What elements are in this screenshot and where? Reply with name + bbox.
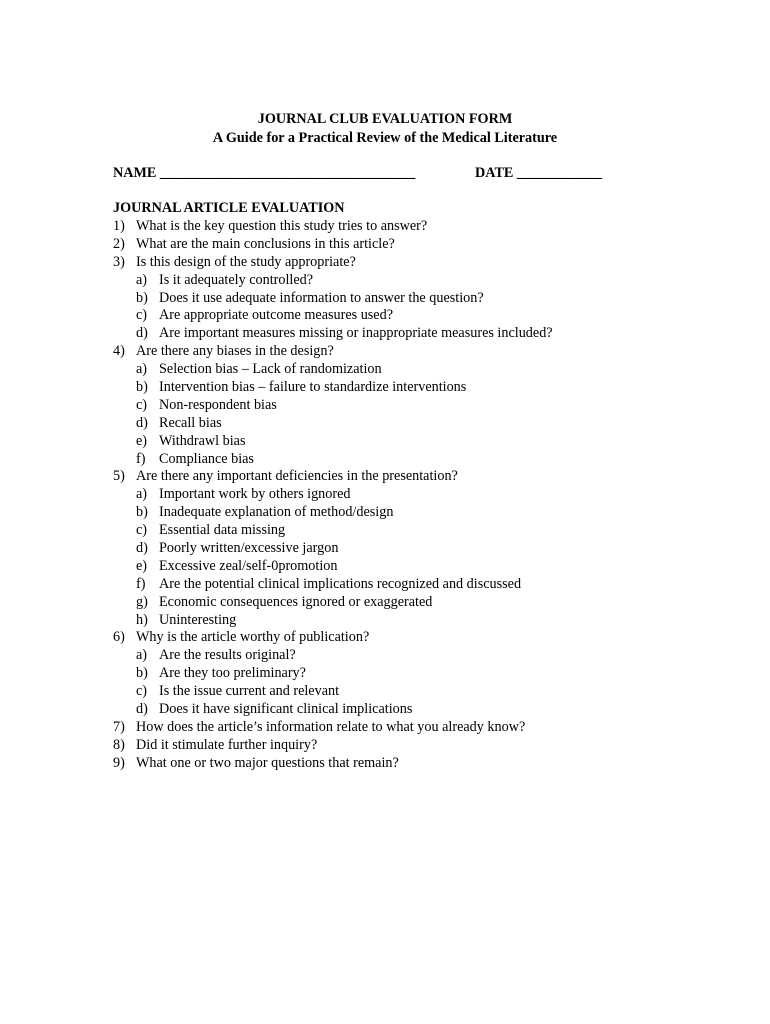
question-number: 1): [113, 218, 125, 234]
date-field: DATE ____________: [475, 165, 603, 181]
question-item: [113, 218, 673, 236]
question-number: 8): [113, 736, 125, 753]
question-row: [113, 254, 673, 272]
sub-question-item: [113, 540, 673, 558]
sub-question-item: [113, 433, 673, 451]
question-item: [113, 254, 673, 343]
question-item: [113, 719, 673, 737]
question-row: [113, 737, 673, 755]
question-number: 5): [113, 468, 125, 485]
sub-question-label: b): [136, 504, 148, 521]
sub-question-list: [113, 361, 673, 468]
question-number: 4): [113, 343, 125, 360]
question-row: [113, 629, 673, 647]
question-row: [113, 343, 673, 361]
sub-question-label: f): [136, 450, 146, 467]
sub-question-text: Excessive zeal/self-0promotion: [159, 557, 338, 574]
sub-question-text: Does it use adequate information to answer the question?: [159, 289, 484, 306]
sub-question-label: c): [136, 396, 148, 413]
sub-question-label: b): [136, 665, 148, 682]
form-title: JOURNAL CLUB EVALUATION FORM: [257, 111, 513, 127]
question-number: 2): [113, 235, 125, 252]
sub-question-text: Intervention bias – failure to standardize interventions: [159, 379, 467, 396]
sub-question-text: Non-respondent bias: [159, 396, 277, 413]
sub-question-text: Inadequate explanation of method/design: [159, 504, 394, 521]
question-text: Are there any biases in the design?: [136, 343, 334, 360]
sub-question-text: Is the issue current and relevant: [159, 683, 340, 700]
sub-question-item: [113, 307, 673, 325]
sub-question-text: Uninteresting: [159, 611, 237, 628]
title-block: [0, 110, 770, 148]
sub-question-label: a): [136, 647, 148, 664]
sub-question-item: [113, 522, 673, 540]
question-text: What are the main conclusions in this article?: [136, 235, 395, 252]
sub-question-item: [113, 594, 673, 612]
sub-question-item: [113, 325, 673, 343]
sub-question-label: c): [136, 683, 148, 700]
question-list: [113, 218, 673, 773]
sub-question-text: Are they too preliminary?: [159, 665, 306, 682]
question-item: [113, 468, 673, 629]
sub-question-item: [113, 379, 673, 397]
section-heading: JOURNAL ARTICLE EVALUATION: [113, 200, 345, 216]
sub-question-list: [113, 486, 673, 629]
sub-question-item: [113, 486, 673, 504]
question-number: 7): [113, 718, 125, 735]
question-row: [113, 755, 673, 773]
question-text: Are there any important deficiencies in the presentation?: [136, 468, 458, 485]
question-text: Is this design of the study appropriate?: [136, 253, 356, 270]
question-text: Why is the article worthy of publication?: [136, 629, 370, 646]
sub-question-list: [113, 272, 673, 344]
sub-question-text: Economic consequences ignored or exaggerated: [159, 593, 433, 610]
sub-question-text: Are appropriate outcome measures used?: [159, 307, 393, 324]
sub-question-text: Withdrawl bias: [159, 432, 246, 449]
sub-question-label: a): [136, 486, 148, 503]
sub-question-label: c): [136, 522, 148, 539]
sub-question-item: [113, 504, 673, 522]
sub-question-item: [113, 612, 673, 630]
sub-question-item: [113, 397, 673, 415]
sub-question-text: Essential data missing: [159, 522, 286, 539]
question-text: Did it stimulate further inquiry?: [136, 736, 318, 753]
sub-question-label: f): [136, 575, 146, 592]
form-subtitle: A Guide for a Practical Review of the Medical Literature: [212, 130, 558, 146]
question-text: How does the article’s information relate to what you already know?: [136, 718, 526, 735]
sub-question-list: [113, 647, 673, 719]
question-number: 6): [113, 629, 125, 646]
sub-question-label: b): [136, 289, 148, 306]
sub-question-label: d): [136, 701, 148, 718]
sub-question-text: Are important measures missing or inappropriate measures included?: [159, 325, 553, 342]
question-item: [113, 755, 673, 773]
sub-question-label: d): [136, 414, 148, 431]
name-field: NAME ____________________________________: [113, 165, 416, 181]
question-text: What one or two major questions that remain?: [136, 754, 399, 771]
question-row: [113, 236, 673, 254]
sub-question-label: b): [136, 379, 148, 396]
sub-question-label: h): [136, 611, 148, 628]
sub-question-label: e): [136, 432, 148, 449]
sub-question-text: Compliance bias: [159, 450, 254, 467]
sub-question-item: [113, 290, 673, 308]
name-date-row: [113, 164, 673, 183]
question-number: 3): [113, 253, 125, 270]
sub-question-label: d): [136, 325, 148, 342]
question-number: 9): [113, 754, 125, 771]
question-item: [113, 629, 673, 718]
sub-question-text: Are the potential clinical implications recognized and discussed: [159, 575, 522, 592]
sub-question-item: [113, 415, 673, 433]
question-item: [113, 236, 673, 254]
sub-question-item: [113, 665, 673, 683]
question-item: [113, 343, 673, 468]
question-row: [113, 719, 673, 737]
sub-question-text: Poorly written/excessive jargon: [159, 540, 339, 557]
sub-question-item: [113, 361, 673, 379]
sub-question-label: d): [136, 540, 148, 557]
sub-question-item: [113, 683, 673, 701]
sub-question-text: Important work by others ignored: [159, 486, 351, 503]
sub-question-label: a): [136, 361, 148, 378]
sub-question-text: Selection bias – Lack of randomization: [159, 361, 382, 378]
sub-question-item: [113, 558, 673, 576]
question-text: What is the key question this study tries to answer?: [136, 218, 428, 234]
sub-question-label: g): [136, 593, 148, 610]
question-row: [113, 218, 673, 236]
sub-question-item: [113, 647, 673, 665]
sub-question-label: e): [136, 557, 148, 574]
sub-question-label: a): [136, 271, 148, 288]
sub-question-item: [113, 272, 673, 290]
sub-question-item: [113, 576, 673, 594]
sub-question-text: Recall bias: [159, 414, 222, 431]
sub-question-text: Is it adequately controlled?: [159, 271, 314, 288]
question-row: [113, 468, 673, 486]
sub-question-text: Are the results original?: [159, 647, 296, 664]
sub-question-item: [113, 451, 673, 469]
sub-question-label: c): [136, 307, 148, 324]
sub-question-text: Does it have significant clinical implications: [159, 701, 413, 718]
sub-question-item: [113, 701, 673, 719]
question-item: [113, 737, 673, 755]
